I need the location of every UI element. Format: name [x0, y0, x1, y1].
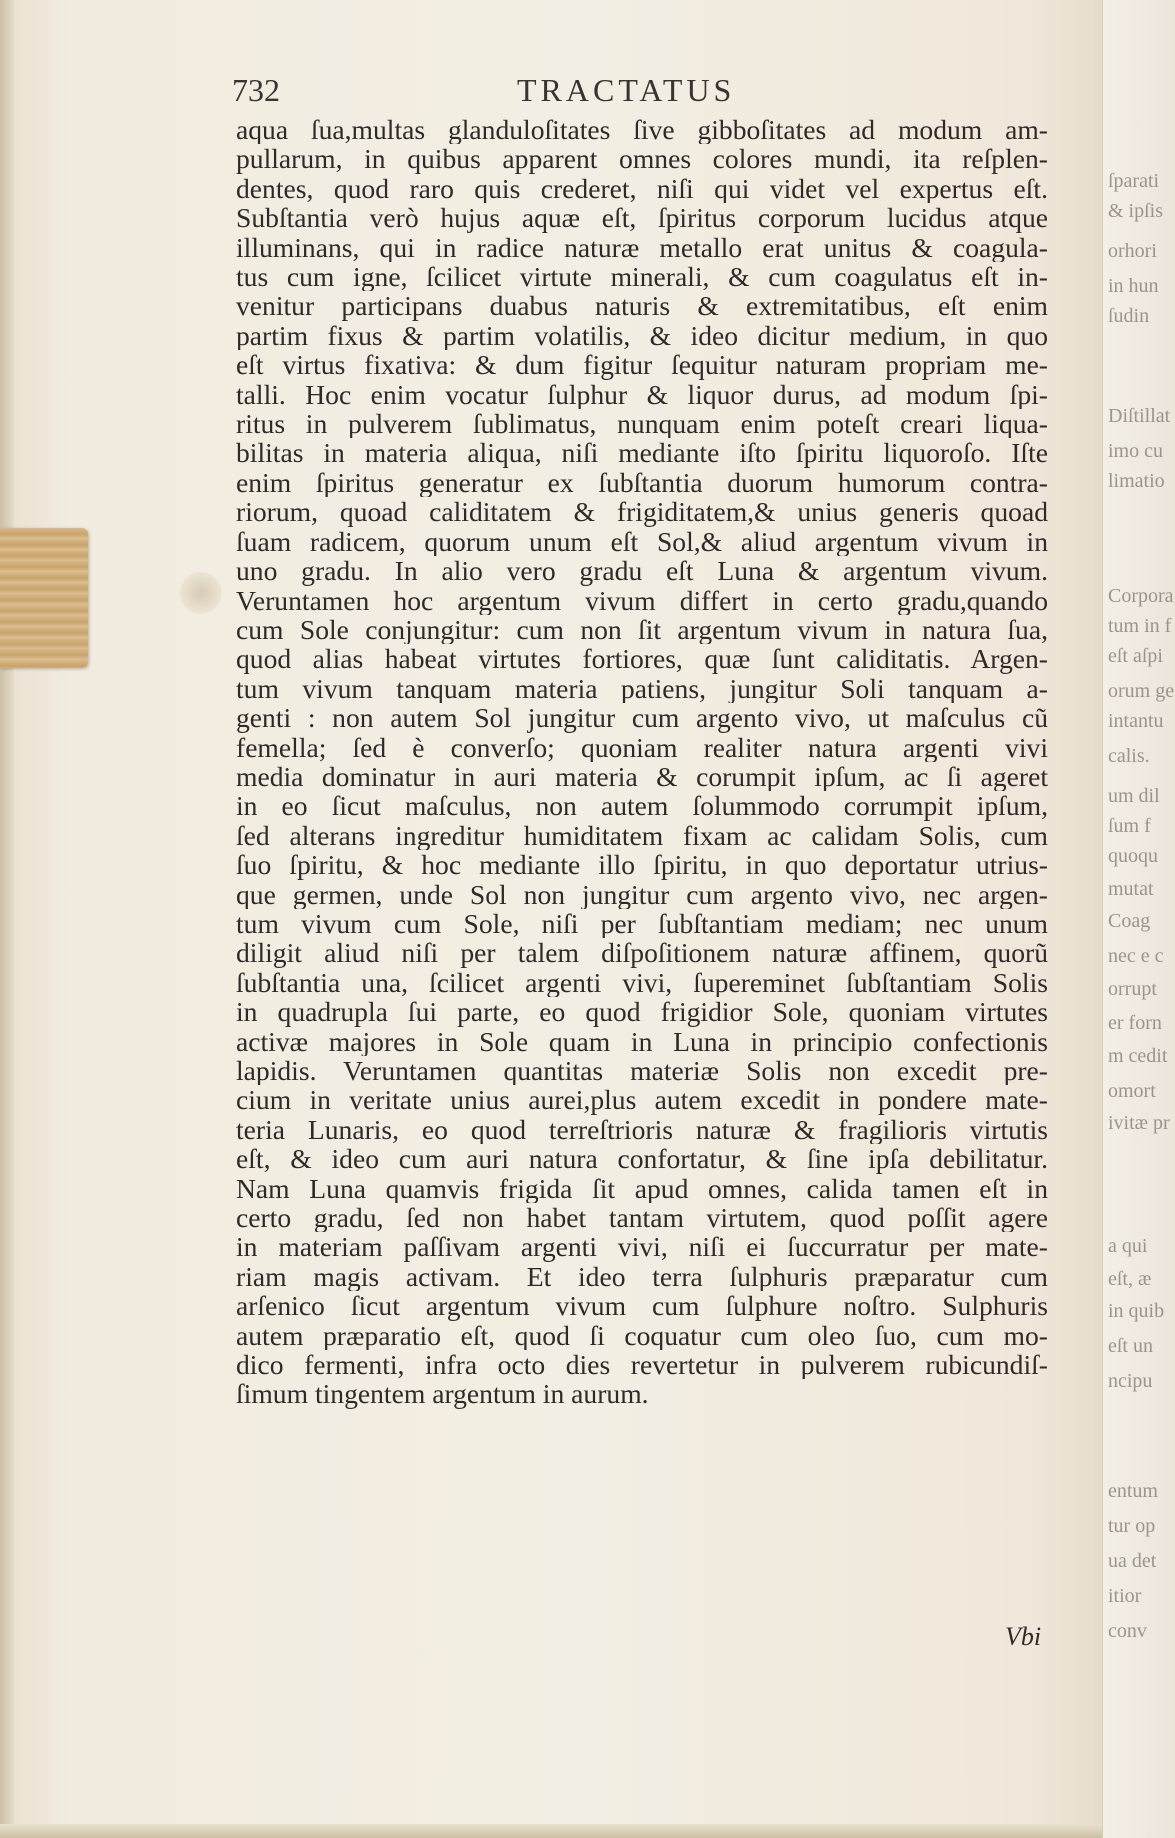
facing-page-fragment: nec e c — [1108, 945, 1164, 967]
page-header — [232, 72, 1062, 112]
running-title: TRACTATUS — [517, 72, 736, 108]
text-line: aqua ſua,multas glanduloſitates ſive gibboſitates ad modum am- — [236, 115, 1048, 145]
page-number: 732 — [232, 72, 280, 108]
text-line: Nam Luna quamvis frigida ſit apud omnes, calida tamen eſt in — [236, 1173, 1048, 1204]
text-line: arſenico ſicut argentum vivum cum ſulphure noſtro. Sulphuris — [236, 1291, 1048, 1321]
text-line: quod alias habeat virtutes fortiores, quæ ſunt caliditatis. Argen- — [236, 644, 1048, 674]
text-line: genti : non autem Sol jungitur cum argento vivo, ut maſculus cũ — [236, 703, 1048, 733]
text-line: ſed alterans ingreditur humiditatem fixam ac calidam Solis, cum — [236, 820, 1048, 851]
facing-page-fragment: mutat — [1108, 878, 1154, 900]
facing-page-fragment: Diſtillat — [1108, 405, 1171, 427]
facing-page-fragment: ua det — [1108, 1550, 1157, 1572]
text-line: activæ majores in Sole quam in Luna in principio confectionis — [236, 1026, 1048, 1056]
facing-page-fragment: orum ge — [1108, 680, 1175, 702]
text-line: in quadrupla ſui parte, eo quod frigidior Sole, quoniam virtutes — [236, 997, 1048, 1027]
text-line: femella; ſed è converſo; quoniam realiter natura argenti vivi — [236, 732, 1048, 762]
facing-page-fragment: quoqu — [1108, 845, 1158, 867]
facing-page-fragment: intantu — [1108, 710, 1164, 732]
facing-page-fragment: ivitæ pr — [1108, 1112, 1170, 1134]
text-line: certo gradu, ſed non habet tantam virtutem, quod poſſit agere — [236, 1203, 1048, 1233]
facing-page-fragment: a qui — [1108, 1235, 1148, 1257]
facing-page-fragment: orhori — [1108, 240, 1157, 262]
text-line: lapidis. Veruntamen quantitas materiæ Solis non excedit pre- — [236, 1056, 1048, 1086]
facing-page-fragment: itior — [1108, 1585, 1142, 1607]
facing-page-fragment: eſt, æ — [1108, 1268, 1152, 1290]
text-line: talli. Hoc enim vocatur ſulphur & liquor durus, ad modum ſpi- — [236, 379, 1048, 410]
text-line: pullarum, in quibus apparent omnes colores mundi, ita reſplen- — [236, 144, 1048, 174]
facing-page-fragment: Corpora — [1108, 585, 1174, 607]
facing-page-fragment: eſt un — [1108, 1335, 1153, 1357]
text-line: partim fixus & partim volatilis, & ideo dicitur medium, in quo — [236, 320, 1048, 351]
facing-page-fragment: imo cu — [1108, 440, 1163, 462]
text-line: tum vivum tanquam materia patiens, jungitur Soli tanquam a- — [236, 673, 1048, 704]
facing-page-fragment: eſt aſpi — [1108, 645, 1163, 667]
facing-page-fragment: calis. — [1108, 745, 1150, 767]
facing-page-fragment: in quib — [1108, 1300, 1165, 1322]
text-line: ſuam radicem, quorum unum eſt Sol,& aliud argentum vivum in — [236, 526, 1048, 557]
body-text — [236, 115, 1048, 1409]
text-line: teria Lunaris, eo quod terreſtrioris naturæ & fragilioris virtutis — [236, 1114, 1048, 1145]
facing-page-fragment: ſparati — [1108, 170, 1160, 192]
text-line: Subſtantia verò hujus aquæ eſt, ſpiritus corporum lucidus atque — [236, 203, 1048, 233]
text-line: riam magis activam. Et ideo terra ſulphuris præparatur cum — [236, 1261, 1048, 1292]
text-line: ſubſtantia una, ſcilicet argenti vivi, ſupereminet ſubſtantiam Solis — [236, 967, 1048, 998]
text-line: dentes, quod raro quis crederet, niſi qui videt vel expertus eſt. — [236, 173, 1048, 204]
facing-page-fragment: & ipſis — [1108, 200, 1164, 222]
facing-page-fragment: tum in f — [1108, 615, 1172, 637]
text-line: ritus in pulverem ſublimatus, nunquam enim poteſt creari liqua- — [236, 409, 1048, 439]
page-bottom-edge — [0, 1824, 1102, 1838]
text-line: riorum, quoad caliditatem & frigiditatem,& unius generis quoad — [236, 497, 1048, 527]
facing-page-fragment: omort — [1108, 1080, 1156, 1102]
text-line: dico fermenti, infra octo dies revertetur in pulverem rubicundiſ- — [236, 1350, 1048, 1380]
text-line: cum Sole conjungitur: cum non ſit argentum vivum in natura ſua, — [236, 614, 1048, 645]
text-line: illuminans, qui in radice naturæ metallo erat unitus & coagula- — [236, 232, 1048, 263]
facing-page-fragment: limatio — [1108, 470, 1165, 492]
text-line: uno gradu. In alio vero gradu eſt Luna & argentum vivum. — [236, 556, 1048, 586]
facing-page-fragment: er forn — [1108, 1012, 1162, 1034]
text-line: tus cum igne, ſcilicet virtute minerali, & cum coagulatus eſt in- — [236, 262, 1048, 292]
facing-page-fragment: orrupt — [1108, 978, 1157, 1000]
text-line: cium in veritate unius aurei,plus autem excedit in pondere mate- — [236, 1085, 1048, 1115]
text-line: que germen, unde Sol non jungitur cum argento vivo, nec argen- — [236, 879, 1048, 909]
text-line: bilitas in materia aliqua, niſi mediante iſto ſpiritu liquoroſo. Iſte — [236, 438, 1048, 468]
text-line: eſt virtus fixativa: & dum figitur ſequitur naturam propriam me- — [236, 350, 1048, 380]
facing-page-fragment: ſudin — [1108, 305, 1150, 327]
text-line: eſt, & ideo cum auri natura confortatur, & ſine ipſa debilitatur. — [236, 1144, 1048, 1174]
facing-page-fragment: ncipu — [1108, 1370, 1153, 1392]
facing-page-fragment: in hun — [1108, 275, 1159, 297]
facing-page-fragment: um dil — [1108, 785, 1160, 807]
text-line: media dominatur in auri materia & corumpit ipſum, ac ſi ageret — [236, 761, 1048, 792]
text-line: ſimum tingentem argentum in aurum. — [236, 1379, 649, 1409]
text-line: autem præparatio eſt, quod ſi coquatur cum oleo ſuo, cum mo- — [236, 1320, 1048, 1351]
facing-page-fragment: tur op — [1108, 1515, 1156, 1537]
text-line: diligit aliud niſi per talem diſpoſitionem naturæ affinem, quorũ — [236, 938, 1048, 968]
facing-page-fragment: entum — [1108, 1480, 1158, 1502]
facing-page-fragment: conv — [1108, 1620, 1147, 1642]
text-line: Veruntamen hoc argentum vivum differt in certo gradu,quando — [236, 585, 1048, 615]
paper-stain — [180, 572, 222, 614]
text-line: in eo ſicut maſculus, non autem ſolummodo corrumpit ipſum, — [236, 791, 1048, 821]
catchword: Vbi — [1005, 1622, 1042, 1651]
text-line: venitur participans duabus naturis & extremitatibus, eſt enim — [236, 291, 1048, 321]
facing-page-fragment: m cedit — [1108, 1045, 1168, 1067]
text-line: enim ſpiritus generatur ex ſubſtantia duorum humorum contra- — [236, 467, 1048, 498]
text-line: ſuo ſpiritu, & hoc mediante illo ſpiritu, in quo deportatur utrius- — [236, 850, 1048, 880]
facing-page-fragment: ſum f — [1108, 815, 1151, 837]
page-tab-marker — [0, 528, 88, 668]
facing-page-fragment: Coag — [1108, 910, 1151, 932]
binding-edge — [0, 0, 14, 1838]
text-line: in materiam paſſivam argenti vivi, niſi ei ſuccurratur per mate- — [236, 1232, 1048, 1262]
text-line: tum vivum cum Sole, niſi per ſubſtantiam mediam; nec unum — [236, 908, 1048, 939]
